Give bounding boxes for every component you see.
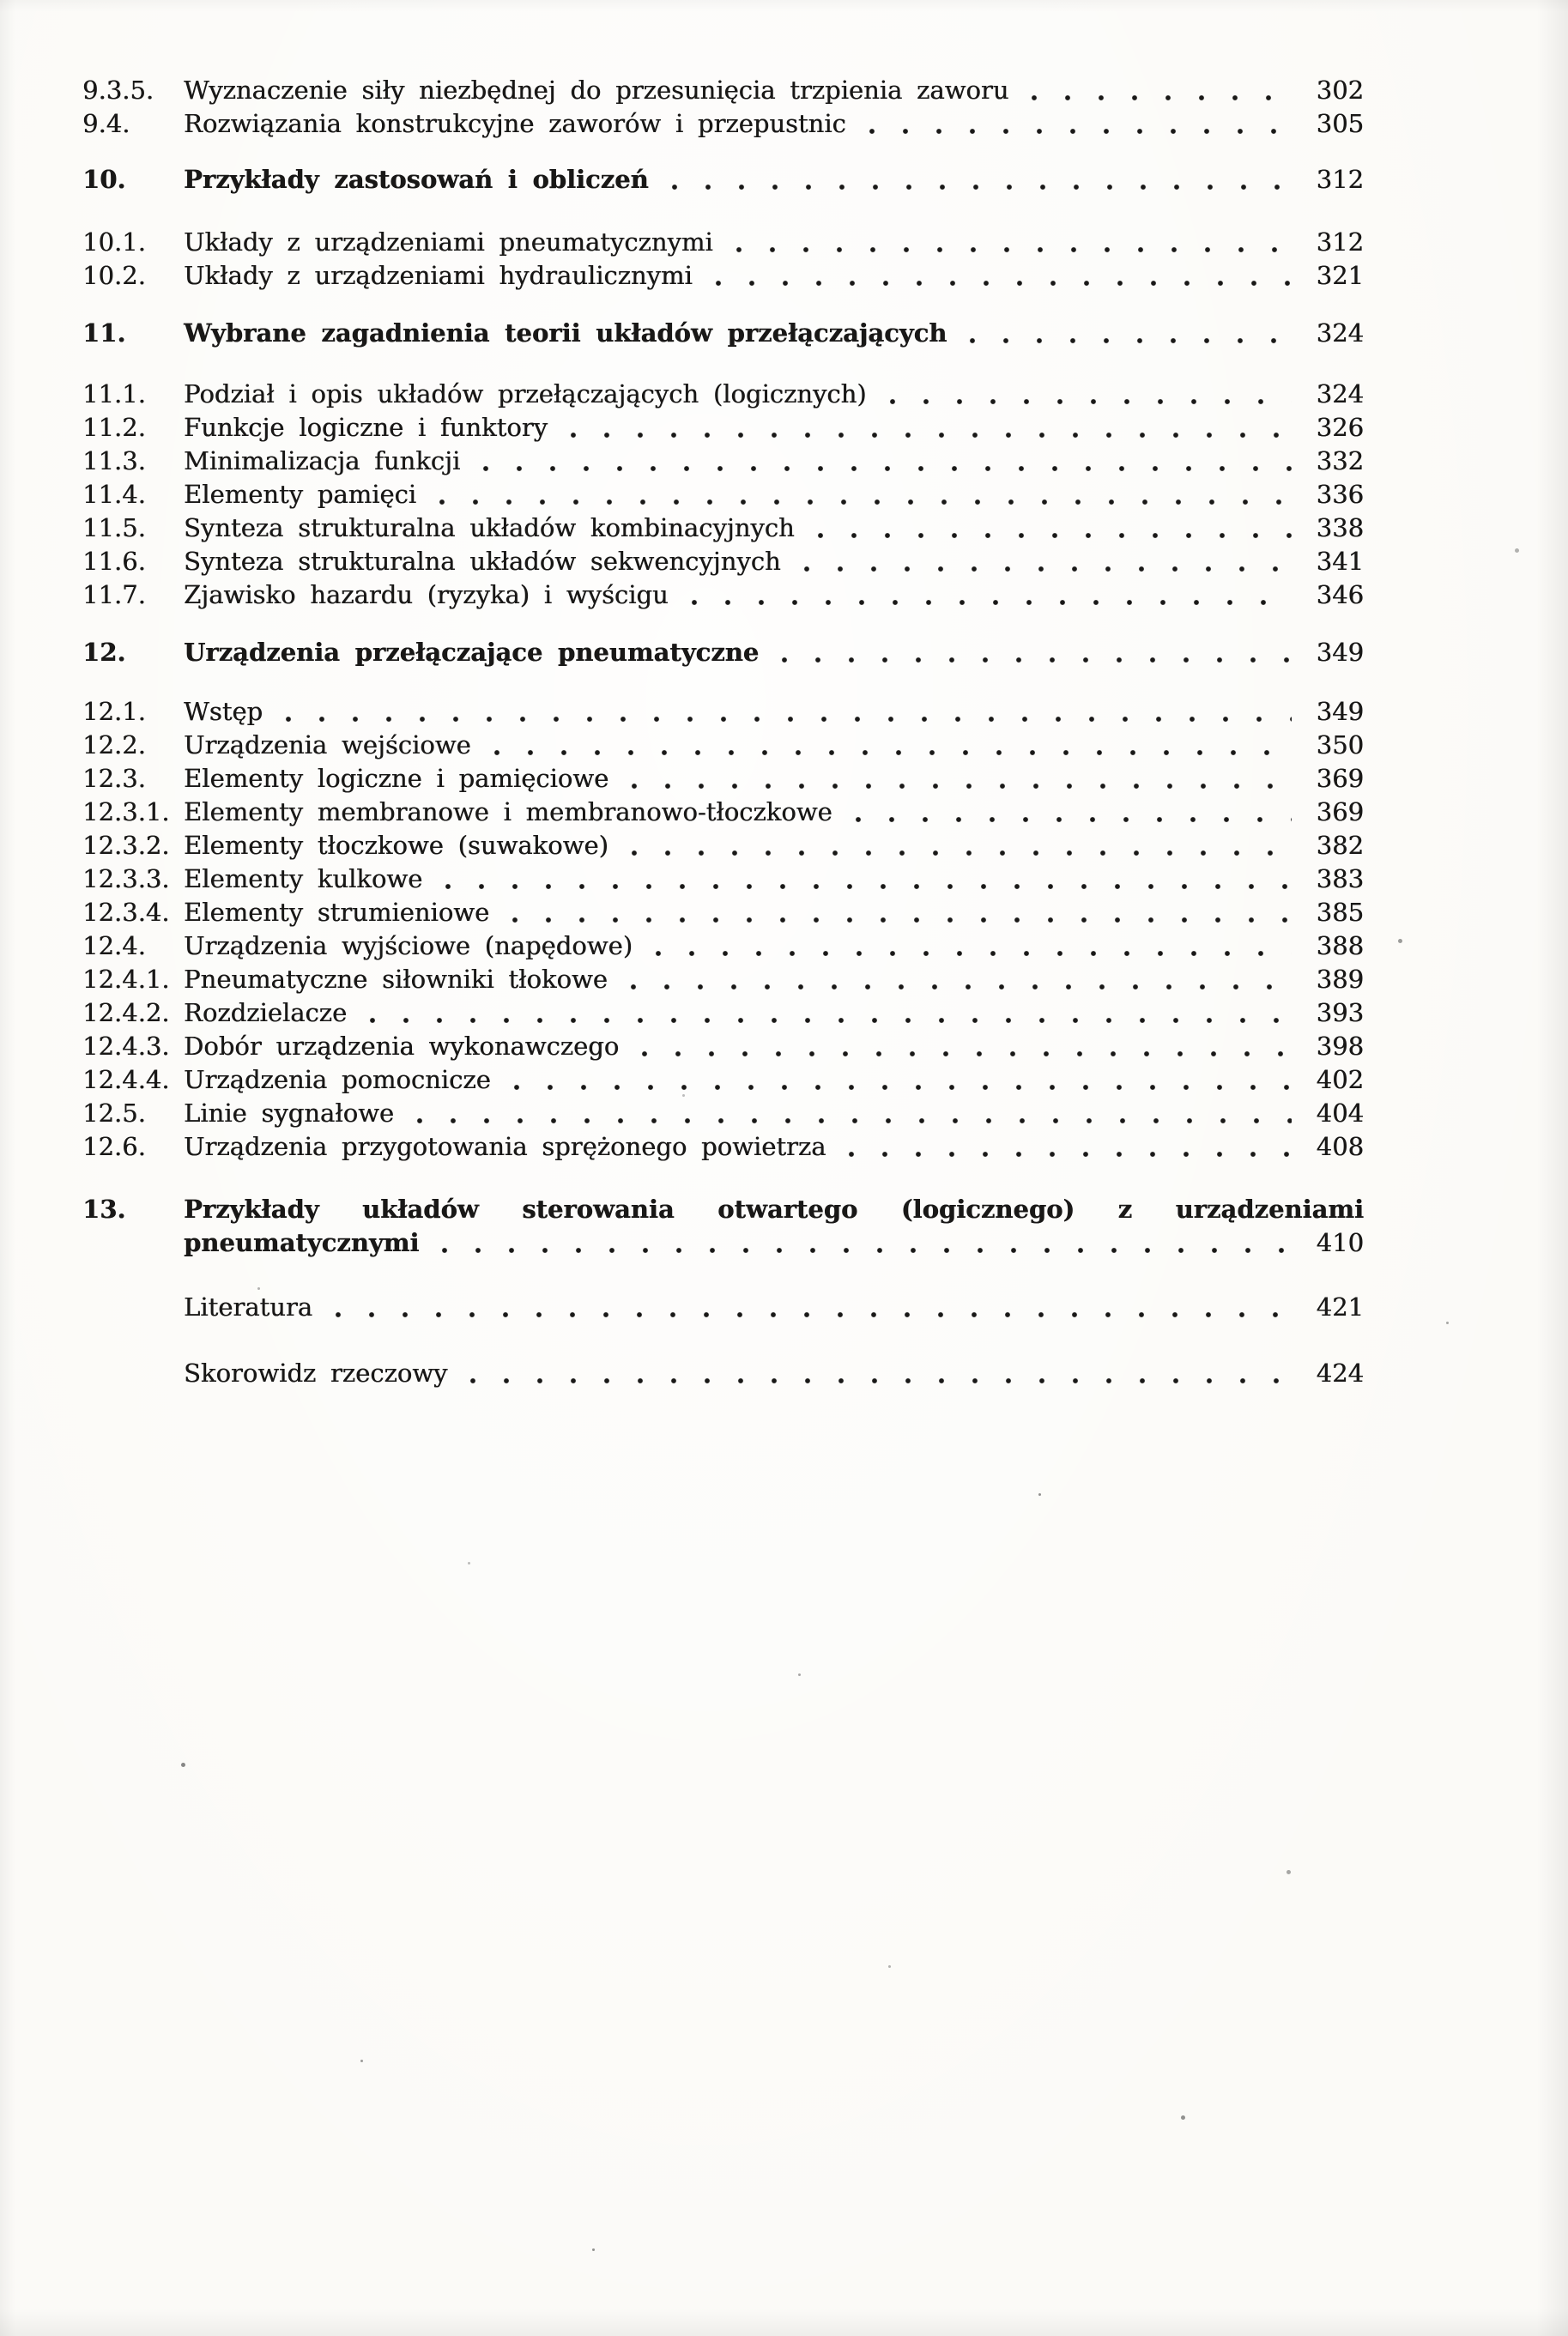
entry-number: 11.7. [82, 580, 146, 609]
toc-entry [82, 1097, 1364, 1130]
dot-leader [881, 378, 1292, 411]
dot-leader [505, 1063, 1292, 1097]
toc-entry [82, 545, 1364, 578]
toc-section [82, 317, 1364, 350]
entry-title: Wybrane zagadnienia teorii układów przełączających [184, 318, 947, 348]
entry-title: Zjawisko hazardu (ryzyka) i wyścigu [184, 580, 669, 609]
dot-leader [839, 1130, 1292, 1164]
entry-page-number: 408 [1316, 1132, 1364, 1161]
entry-page-number: 336 [1316, 480, 1364, 509]
toc-section [82, 636, 1364, 669]
entry-page-number: 385 [1316, 898, 1364, 927]
entry-page-number: 338 [1316, 513, 1364, 542]
entry-number: 12.3.1. [82, 797, 170, 826]
entry-number: 12.4. [82, 931, 146, 960]
toc-entry [82, 163, 1364, 197]
entry-title-block [184, 1193, 1364, 1260]
entry-title: Synteza strukturalna układów kombinacyjnych [184, 513, 795, 542]
entry-page-number: 389 [1316, 965, 1364, 994]
entry-page-number: 326 [1316, 413, 1364, 442]
entry-page-number: 424 [1316, 1359, 1364, 1388]
toc-entry [82, 896, 1364, 929]
toc-entry [82, 963, 1364, 996]
entry-number: 12.3.3. [82, 864, 170, 893]
dot-leader [846, 796, 1292, 829]
entry-number: 10.1. [82, 227, 146, 257]
entry-title: Minimalizacja funkcji [184, 446, 461, 475]
entry-page-number: 421 [1316, 1292, 1364, 1322]
entry-number: 9.3.5. [82, 76, 154, 105]
toc-entry [82, 511, 1364, 545]
toc-entry [82, 317, 1364, 350]
entry-page-number: 393 [1316, 998, 1364, 1027]
dot-leader [622, 762, 1292, 796]
entry-title: Urządzenia wyjściowe (napędowe) [184, 931, 633, 960]
toc-section [82, 163, 1364, 197]
dot-leader [408, 1097, 1292, 1130]
dot-leader [646, 929, 1292, 963]
dot-leader [436, 862, 1292, 896]
dot-leader [276, 695, 1292, 729]
entry-page-number: 369 [1316, 764, 1364, 793]
entry-page-number: 324 [1316, 379, 1364, 408]
toc-section [82, 226, 1364, 293]
entry-number: 12. [82, 638, 126, 667]
entry-title: Urządzenia przełączające pneumatyczne [184, 638, 760, 667]
toc-entry [82, 1291, 1364, 1324]
toc-section [82, 1291, 1364, 1324]
entry-number: 11. [82, 318, 126, 348]
entry-number: 11.6. [82, 547, 146, 576]
toc-entry [82, 1193, 1364, 1260]
entry-number: 9.4. [82, 109, 130, 138]
dot-leader [1022, 74, 1292, 107]
entry-title: Elementy logiczne i pamięciowe [184, 764, 609, 793]
entry-title: Literatura [184, 1292, 312, 1322]
entry-title: Urządzenia wejściowe [184, 730, 471, 760]
entry-title: Elementy tłoczkowe (suwakowe) [184, 831, 608, 860]
toc-section [82, 74, 1364, 141]
entry-page-number: 350 [1316, 730, 1364, 760]
entry-page-number: 305 [1316, 109, 1364, 138]
dot-leader [960, 317, 1292, 350]
toc-entry [82, 226, 1364, 259]
entry-title: Podział i opis układów przełączających (logicznych) [184, 379, 867, 408]
toc-entry [82, 996, 1364, 1030]
entry-number: 12.6. [82, 1132, 146, 1161]
toc-entry [82, 796, 1364, 829]
toc-entry [82, 478, 1364, 511]
toc-entry [82, 74, 1364, 107]
entry-page-number: 402 [1316, 1065, 1364, 1094]
dot-leader [808, 511, 1292, 545]
toc-entry [82, 729, 1364, 762]
entry-number: 12.3. [82, 764, 146, 793]
toc-entry [82, 259, 1364, 293]
entry-title: Rozdzielacze [184, 998, 348, 1027]
toc-entry [82, 1063, 1364, 1097]
toc-entry [82, 1030, 1364, 1063]
dot-leader [433, 1226, 1292, 1260]
entry-number: 12.3.4. [82, 898, 170, 927]
entry-page-number: 398 [1316, 1032, 1364, 1061]
dot-leader [503, 896, 1292, 929]
entry-page-number: 312 [1316, 227, 1364, 257]
entry-page-number: 369 [1316, 797, 1364, 826]
entry-title-line2: pneumatycznymi [184, 1228, 420, 1257]
entry-title: Skorowidz rzeczowy [184, 1359, 448, 1388]
entry-page-number: 349 [1316, 638, 1364, 667]
dot-leader [682, 578, 1292, 612]
toc-entry [82, 695, 1364, 729]
entry-number: 11.3. [82, 446, 146, 475]
entry-title: Wyznaczenie siły niezbędnej do przesunięcia trzpienia zaworu [184, 76, 1009, 105]
entry-number: 10. [82, 165, 126, 194]
dot-leader [474, 445, 1292, 478]
dot-leader [663, 163, 1292, 197]
entry-number: 12.3.2. [82, 831, 170, 860]
dot-leader [706, 259, 1292, 293]
toc-section [82, 695, 1364, 1164]
toc-entry [82, 411, 1364, 445]
dot-leader [795, 545, 1292, 578]
entry-title: Rozwiązania konstrukcyjne zaworów i przepustnic [184, 109, 846, 138]
entry-page-number: 346 [1316, 580, 1364, 609]
entry-title: Układy z urządzeniami pneumatycznymi [184, 227, 713, 257]
entry-title-line2-row [184, 1226, 1364, 1260]
toc-entry [82, 445, 1364, 478]
toc-entry [82, 378, 1364, 411]
toc-entry [82, 762, 1364, 796]
dot-leader [633, 1030, 1292, 1063]
entry-title: Elementy pamięci [184, 480, 417, 509]
dot-leader [727, 226, 1292, 259]
toc-section [82, 1357, 1364, 1390]
entry-page-number: 349 [1316, 697, 1364, 726]
entry-title: Synteza strukturalna układów sekwencyjnych [184, 547, 781, 576]
toc-entry [82, 107, 1364, 141]
entry-number: 12.1. [82, 697, 146, 726]
entry-title: Elementy kulkowe [184, 864, 423, 893]
entry-page-number: 312 [1316, 165, 1364, 194]
entry-number: 11.2. [82, 413, 146, 442]
entry-page-number: 404 [1316, 1098, 1364, 1128]
dot-leader [326, 1291, 1292, 1324]
dot-leader [772, 636, 1292, 669]
dot-leader [621, 963, 1292, 996]
entry-title: Linie sygnałowe [184, 1098, 395, 1128]
entry-page-number: 332 [1316, 446, 1364, 475]
dot-leader [622, 829, 1292, 862]
dot-leader [485, 729, 1292, 762]
entry-title: Urządzenia przygotowania sprężonego powietrza [184, 1132, 826, 1161]
toc-entry [82, 929, 1364, 963]
entry-page-number: 410 [1316, 1228, 1364, 1257]
entry-page-number: 321 [1316, 261, 1364, 290]
entry-number: 12.4.2. [82, 998, 170, 1027]
entry-title: Układy z urządzeniami hydraulicznymi [184, 261, 693, 290]
entry-title: Urządzenia pomocnicze [184, 1065, 491, 1094]
entry-number: 10.2. [82, 261, 146, 290]
entry-number: 11.1. [82, 379, 146, 408]
entry-page-number: 341 [1316, 547, 1364, 576]
entry-title-line1: Przykłady układów sterowania otwartego (logicznego) z urządzeniami [184, 1195, 1364, 1224]
dot-leader [561, 411, 1292, 445]
toc-entry [82, 862, 1364, 896]
entry-page-number: 324 [1316, 318, 1364, 348]
toc-entry [82, 578, 1364, 612]
entry-title: Elementy strumieniowe [184, 898, 490, 927]
toc-entry [82, 636, 1364, 669]
dot-leader [360, 996, 1292, 1030]
entry-title: Elementy membranowe i membranowo-tłoczkowe [184, 797, 832, 826]
toc-entry [82, 829, 1364, 862]
entry-title: Dobór urządzenia wykonawczego [184, 1032, 620, 1061]
toc-entry [82, 1130, 1364, 1164]
entry-number: 13. [82, 1195, 126, 1224]
toc-entry [82, 1357, 1364, 1390]
entry-title: Wstęp [184, 697, 263, 726]
entry-number: 11.4. [82, 480, 146, 509]
entry-page-number: 388 [1316, 931, 1364, 960]
entry-page-number: 383 [1316, 864, 1364, 893]
entry-number: 12.4.1. [82, 965, 170, 994]
entry-number: 12.4.3. [82, 1032, 170, 1061]
entry-number: 11.5. [82, 513, 146, 542]
toc-section [82, 378, 1364, 612]
entry-page-number: 382 [1316, 831, 1364, 860]
entry-title: Przykłady zastosowań i obliczeń [184, 165, 649, 194]
entry-number: 12.5. [82, 1098, 146, 1128]
dot-leader [430, 478, 1292, 511]
entry-number: 12.2. [82, 730, 146, 760]
dot-leader [860, 107, 1292, 141]
dot-leader [461, 1357, 1292, 1390]
entry-page-number: 302 [1316, 76, 1364, 105]
entry-number: 12.4.4. [82, 1065, 170, 1094]
toc-section [82, 1193, 1364, 1260]
entry-title: Funkcje logiczne i funktory [184, 413, 548, 442]
entry-title: Pneumatyczne siłowniki tłokowe [184, 965, 608, 994]
